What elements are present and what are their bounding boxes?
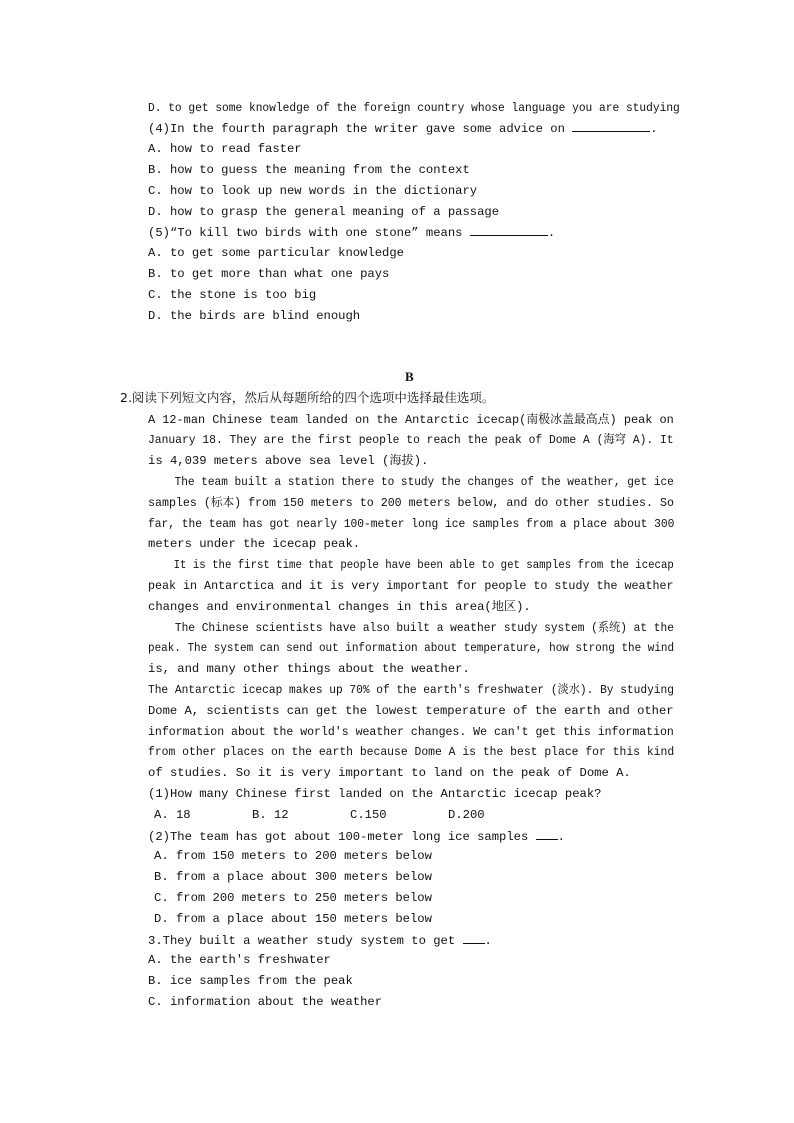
q3-stem-end: .: [484, 934, 492, 948]
q4-stem: [148, 120, 658, 137]
q4-option-c: C. how to look up new words in the dictionary: [148, 184, 478, 198]
passage-line: samples (标本) from 150 meters to 200 meters below, and do other studies. So: [148, 496, 674, 510]
q2-answer-blank: [536, 828, 558, 840]
q5-stem: [148, 224, 555, 241]
passage-line: peak in Antarctica and it is very important for people to study the weather: [148, 579, 674, 593]
passage-line: peak. The system can send out information about temperature, how strong the wind: [148, 641, 675, 655]
passage-line: It is the first time that people have been able to get samples from the icecap: [148, 558, 674, 572]
passage-line: changes and environmental changes in this area(地区).: [148, 600, 531, 614]
q1-option-b: B. 12: [252, 808, 289, 822]
q2-option-d: D. from a place about 150 meters below: [154, 912, 432, 926]
q3-option-b: B. ice samples from the peak: [148, 974, 353, 988]
passage-line: The team built a station there to study the changes of the weather, get ice: [148, 475, 674, 489]
q1-option-a: A. 18: [154, 808, 191, 822]
passage-line: The Antarctic icecap makes up 70% of the earth's freshwater (淡水). By studying: [148, 683, 674, 697]
passage-line: far, the team has got nearly 100-meter long ice samples from a place about 300: [148, 517, 675, 531]
passage-line: Dome A, scientists can get the lowest temperature of the earth and other: [148, 704, 674, 718]
q2-option-b: B. from a place about 300 meters below: [154, 870, 432, 884]
passage-line: is 4,039 meters above sea level (海拔).: [148, 454, 429, 468]
q5-option-a: A. to get some particular knowledge: [148, 246, 404, 260]
passage-line: of studies. So it is very important to land on the peak of Dome A.: [148, 766, 631, 780]
q2-stem-text: (2)The team has got about 100-meter long ice samples: [148, 830, 529, 844]
q4-stem-text: (4)In the fourth paragraph the writer gave some advice on: [148, 122, 565, 136]
q3-option-c: C. information about the weather: [148, 995, 383, 1009]
q5-answer-blank: [470, 224, 548, 236]
passage-line: from other places on the earth because Dome A is the best place for this kind: [148, 745, 675, 759]
section-instruction: 2.阅读下列短文内容，然后从每题所给的四个选项中选择最佳选项。: [120, 390, 495, 405]
q5-option-b: B. to get more than what one pays: [148, 267, 390, 281]
passage-line: January 18. They are the first people to reach the peak of Dome A (海穹 A). It: [148, 433, 674, 447]
q2-stem-end: .: [557, 830, 565, 844]
q1-stem: (1)How many Chinese first landed on the Antarctic icecap peak?: [148, 787, 602, 801]
q5-option-d: D. the birds are blind enough: [148, 309, 361, 323]
q1-option-d: D.200: [448, 808, 485, 822]
q3-stem-text: 3.They built a weather study system to get: [148, 934, 456, 948]
q4-option-b: B. how to guess the meaning from the context: [148, 163, 470, 177]
q5-stem-end: .: [547, 226, 556, 240]
section-heading: B: [405, 369, 414, 384]
q5-stem-text: (5)“To kill two birds with one stone” means: [148, 226, 463, 240]
q4-option-a: A. how to read faster: [148, 142, 302, 156]
q1-option-c: C.150: [350, 808, 387, 822]
q2-stem: [148, 828, 565, 845]
q3-option-d: D. to get some knowledge of the foreign country whose language you are studying: [148, 101, 680, 115]
passage-line: The Chinese scientists have also built a weather study system (系统) at the: [148, 621, 674, 635]
passage-line: A 12-man Chinese team landed on the Antarctic icecap(南极冰盖最高点) peak on: [148, 413, 674, 427]
q2-option-a: A. from 150 meters to 200 meters below: [154, 849, 432, 863]
q3-answer-blank: [463, 932, 485, 944]
q3-stem: [148, 932, 492, 949]
q4-option-d: D. how to grasp the general meaning of a passage: [148, 205, 500, 219]
passage-line: meters under the icecap peak.: [148, 537, 361, 551]
q5-option-c: C. the stone is too big: [148, 288, 317, 302]
q3-option-a: A. the earth's freshwater: [148, 953, 331, 967]
q2-option-c: C. from 200 meters to 250 meters below: [154, 891, 432, 905]
q4-answer-blank: [572, 120, 650, 132]
passage-line: information about the world's weather changes. We can't get this information: [148, 725, 674, 739]
q4-stem-end: .: [650, 122, 658, 136]
passage-line: is, and many other things about the weather.: [148, 662, 470, 676]
